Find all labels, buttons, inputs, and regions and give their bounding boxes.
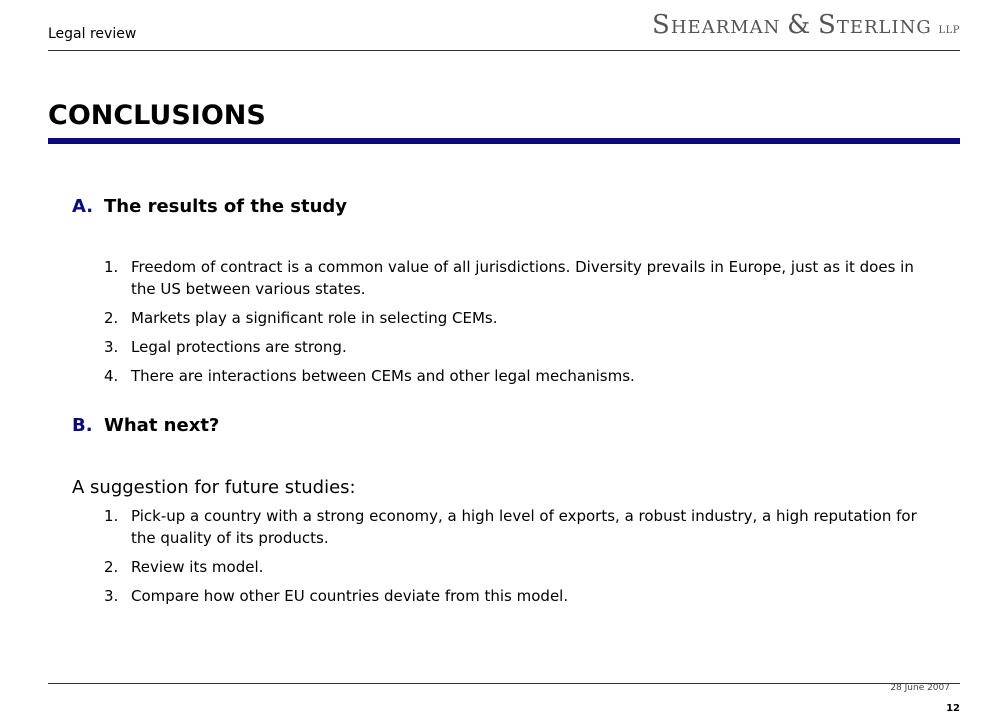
list-item-number: 1. bbox=[104, 258, 119, 276]
section-b-title: What next? bbox=[104, 415, 220, 436]
results-list bbox=[104, 256, 934, 394]
page-title: CONCLUSIONS bbox=[48, 100, 266, 131]
section-b-heading bbox=[72, 415, 219, 436]
list-item-text: Freedom of contract is a common value of all jurisdictions. Diversity prevails in Europe, just as it does in the US between various states. bbox=[131, 258, 914, 298]
list-item-number: 2. bbox=[104, 309, 119, 327]
list-item-number: 3. bbox=[104, 338, 119, 356]
page-number: 12 bbox=[946, 703, 960, 714]
list-item-text: Pick-up a country with a strong economy, a high level of exports, a robust industry, a high reputation for the quality of its products. bbox=[131, 507, 917, 547]
list-item-text: Legal protections are strong. bbox=[131, 338, 347, 356]
list-item-text: There are interactions between CEMs and other legal mechanisms. bbox=[131, 367, 635, 385]
suggestion-intro: A suggestion for future studies: bbox=[72, 477, 356, 498]
section-b-letter: B. bbox=[72, 415, 93, 436]
title-divider bbox=[48, 138, 960, 144]
footer-date: 28 June 2007 bbox=[890, 683, 950, 693]
list-item-text: Review its model. bbox=[131, 558, 264, 576]
footer-divider bbox=[48, 683, 960, 684]
firm-logo: SHEARMAN & STERLING LLP bbox=[652, 10, 960, 40]
suggestions-list bbox=[104, 505, 934, 614]
list-item bbox=[104, 585, 934, 607]
list-item bbox=[104, 307, 934, 329]
section-a-heading bbox=[72, 196, 347, 217]
section-a-title: The results of the study bbox=[104, 196, 348, 217]
list-item-text: Compare how other EU countries deviate from this model. bbox=[131, 587, 569, 605]
list-item-number: 1. bbox=[104, 507, 119, 525]
header-divider bbox=[48, 50, 960, 51]
header-label: Legal review bbox=[48, 26, 137, 42]
list-item bbox=[104, 256, 934, 300]
list-item-number: 2. bbox=[104, 558, 119, 576]
list-item bbox=[104, 556, 934, 578]
list-item bbox=[104, 365, 934, 387]
list-item bbox=[104, 505, 934, 549]
list-item-number: 4. bbox=[104, 367, 119, 385]
section-a-letter: A. bbox=[72, 196, 94, 217]
list-item-number: 3. bbox=[104, 587, 119, 605]
list-item-text: Markets play a significant role in selecting CEMs. bbox=[131, 309, 498, 327]
list-item bbox=[104, 336, 934, 358]
